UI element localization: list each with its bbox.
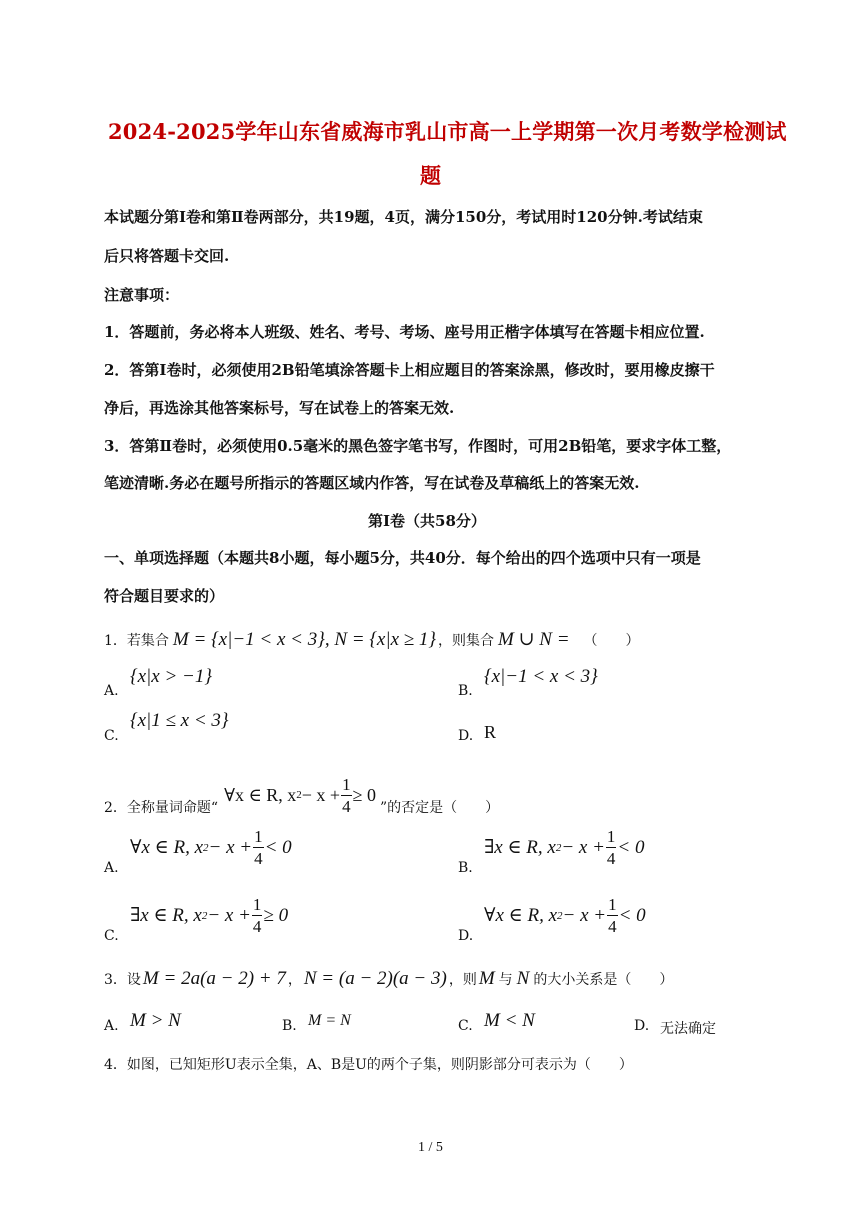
notice-2-line2: 净后，再选涂其他答案标号，写在试卷上的答案无效. [104,399,455,417]
q2-c-fraction [252,896,263,935]
q2-option-c-label: C. [104,928,119,944]
q2-frac-num: 1 [342,774,351,794]
part1-heading-line1: 一、单项选择题（本题共8小题，每小题5分，共40分．每个给出的四个选项中只有一项是 [104,549,701,567]
q2-c-left: ∃x ∈ R, x [130,905,202,926]
notice-heading: 注意事项： [104,286,180,304]
q3-prefix: 3．设 [104,972,141,988]
q2-b-left: ∃x ∈ R, x [484,837,556,858]
q3-option-c-label: C. [458,1018,473,1034]
document-title-line1: 2024-2025学年山东省威海市乳山市高一上学期第一次月考数学检测试 [108,119,787,144]
q2-option-a [130,828,292,867]
q2-c-sup: 2 [201,909,208,922]
q2-prop-left: ∀x ∈ R, x [224,784,297,805]
q2-a-fraction [253,828,264,867]
q3-option-a: M > N [130,1010,181,1031]
q2-b-mid: − x + [561,836,605,858]
q2-a-mid: − x + [208,836,253,858]
q2-suffix: ”的否定是（ ） [379,800,500,816]
q2-option-a-label: A. [104,860,119,876]
q2-b-den: 4 [606,849,616,868]
q2-a-left: ∀x ∈ R, x [130,837,204,858]
q3-n-expression: N = (a − 2)(a − 3) [303,968,447,989]
q2-a-num: 1 [254,827,263,846]
q2-a-den: 4 [254,849,263,868]
q2-d-den: 4 [608,917,617,936]
q2-c-right: ≥ 0 [263,904,289,926]
q1-option-c-label: C. [104,728,119,744]
q1-set-expression: M = {x|−1 < x < 3}, N = {x|x ≥ 1} [172,628,437,650]
q2-d-num: 1 [608,895,617,914]
part1-heading-line2: 符合题目要求的） [104,587,225,605]
q1-union: M ∪ N = [498,629,570,650]
notice-3-line1: 3．答第Ⅱ卷时，必须使用0.5毫米的黑色签字笔书写，作图时，可用2B铅笔，要求字体工整， [104,437,732,455]
q1-option-a-label: A. [104,683,119,699]
q2-a-sup: 2 [203,841,209,854]
q3-option-b: M = N [308,1012,351,1029]
q2-option-d-label: D. [458,928,474,944]
q1-option-d: R [484,722,497,742]
q3-option-d-label: D. [634,1018,650,1034]
q2-b-num: 1 [606,827,616,846]
q2-prefix: 2．全称量词命题“ [104,800,219,816]
q2-prop-mid: − x + [301,784,341,805]
q1-stem [104,628,640,651]
q2-b-sup: 2 [555,841,562,854]
q2-option-d [484,896,646,935]
q2-option-b-label: B. [458,860,473,876]
q2-stem [104,765,499,825]
q2-c-den: 4 [252,917,262,936]
q1-option-b-label: B. [458,683,473,699]
q3-m: M [478,968,495,989]
q2-c-num: 1 [252,895,262,914]
intro-line1: 本试题分第Ⅰ卷和第Ⅱ卷两部分，共19题，4页，满分150分，考试用时120分钟.考试结束 [104,208,703,226]
q3-suffix: 的大小关系是（ ） [533,972,674,988]
notice-2-line1: 2．答第Ⅰ卷时，必须使用2B铅笔填涂答题卡上相应题目的答案涂黑，修改时，要用橡皮擦干 [104,361,715,379]
notice-3-line2: 笔迹清晰.务必在题号所指示的答题区域内作答，写在试卷及草稿纸上的答案无效. [104,474,640,492]
q2-option-c [130,896,288,935]
q2-fraction [341,776,352,815]
q2-a-right: < 0 [264,836,292,858]
q2-option-b [484,828,645,867]
q1-mid: ，则集合 [438,632,495,649]
intro-line2: 后只将答题卡交回. [104,247,230,265]
q2-d-mid: − x + [562,904,607,926]
q3-option-b-label: B. [282,1018,297,1034]
notice-1: 1．答题前，务必将本人班级、姓名、考号、考场、座号用正楷字体填写在答题卡相应位置. [104,323,705,341]
q1-option-d-label: D. [458,728,474,744]
page-number: 1 / 5 [418,1140,443,1155]
q3-comma: ， [287,972,302,988]
document-title-line2: 题 [420,163,442,188]
q2-prop-right: ≥ 0 [352,784,376,805]
q1-option-b: {x|−1 < x < 3} [484,666,598,687]
section-title: 第Ⅰ卷（共58分） [368,512,486,530]
q3-option-d: 无法确定 [660,1021,716,1037]
q2-proposition [224,776,376,815]
q3-mid: ，则 [448,972,477,988]
q4-stem: 4．如图，已知矩形U表示全集，A、B是U的两个子集，则阴影部分可表示为（ ） [104,1057,633,1073]
q2-b-fraction [606,828,617,867]
q2-frac-den: 4 [342,796,351,816]
q3-n: N [516,968,530,989]
q2-d-left: ∀x ∈ R, x [484,905,558,926]
q3-stem [104,968,673,990]
q2-prop-sup: 2 [296,789,302,801]
q3-option-c: M < N [484,1010,535,1031]
q3-option-a-label: A. [104,1018,119,1034]
q2-b-right: < 0 [617,836,645,858]
q3-and: 与 [498,972,513,988]
q1-option-a: {x|x > −1} [130,666,212,687]
q2-c-mid: − x + [207,904,251,926]
q1-paren: （ ） [583,632,640,649]
q1-prefix: 1．若集合 [104,632,169,649]
q2-d-sup: 2 [557,909,563,922]
q1-option-c: {x|1 ≤ x < 3} [130,710,229,731]
q2-d-right: < 0 [618,904,646,926]
q2-d-fraction [607,896,618,935]
q3-m-expression: M = 2a(a − 2) + 7 [142,968,286,989]
